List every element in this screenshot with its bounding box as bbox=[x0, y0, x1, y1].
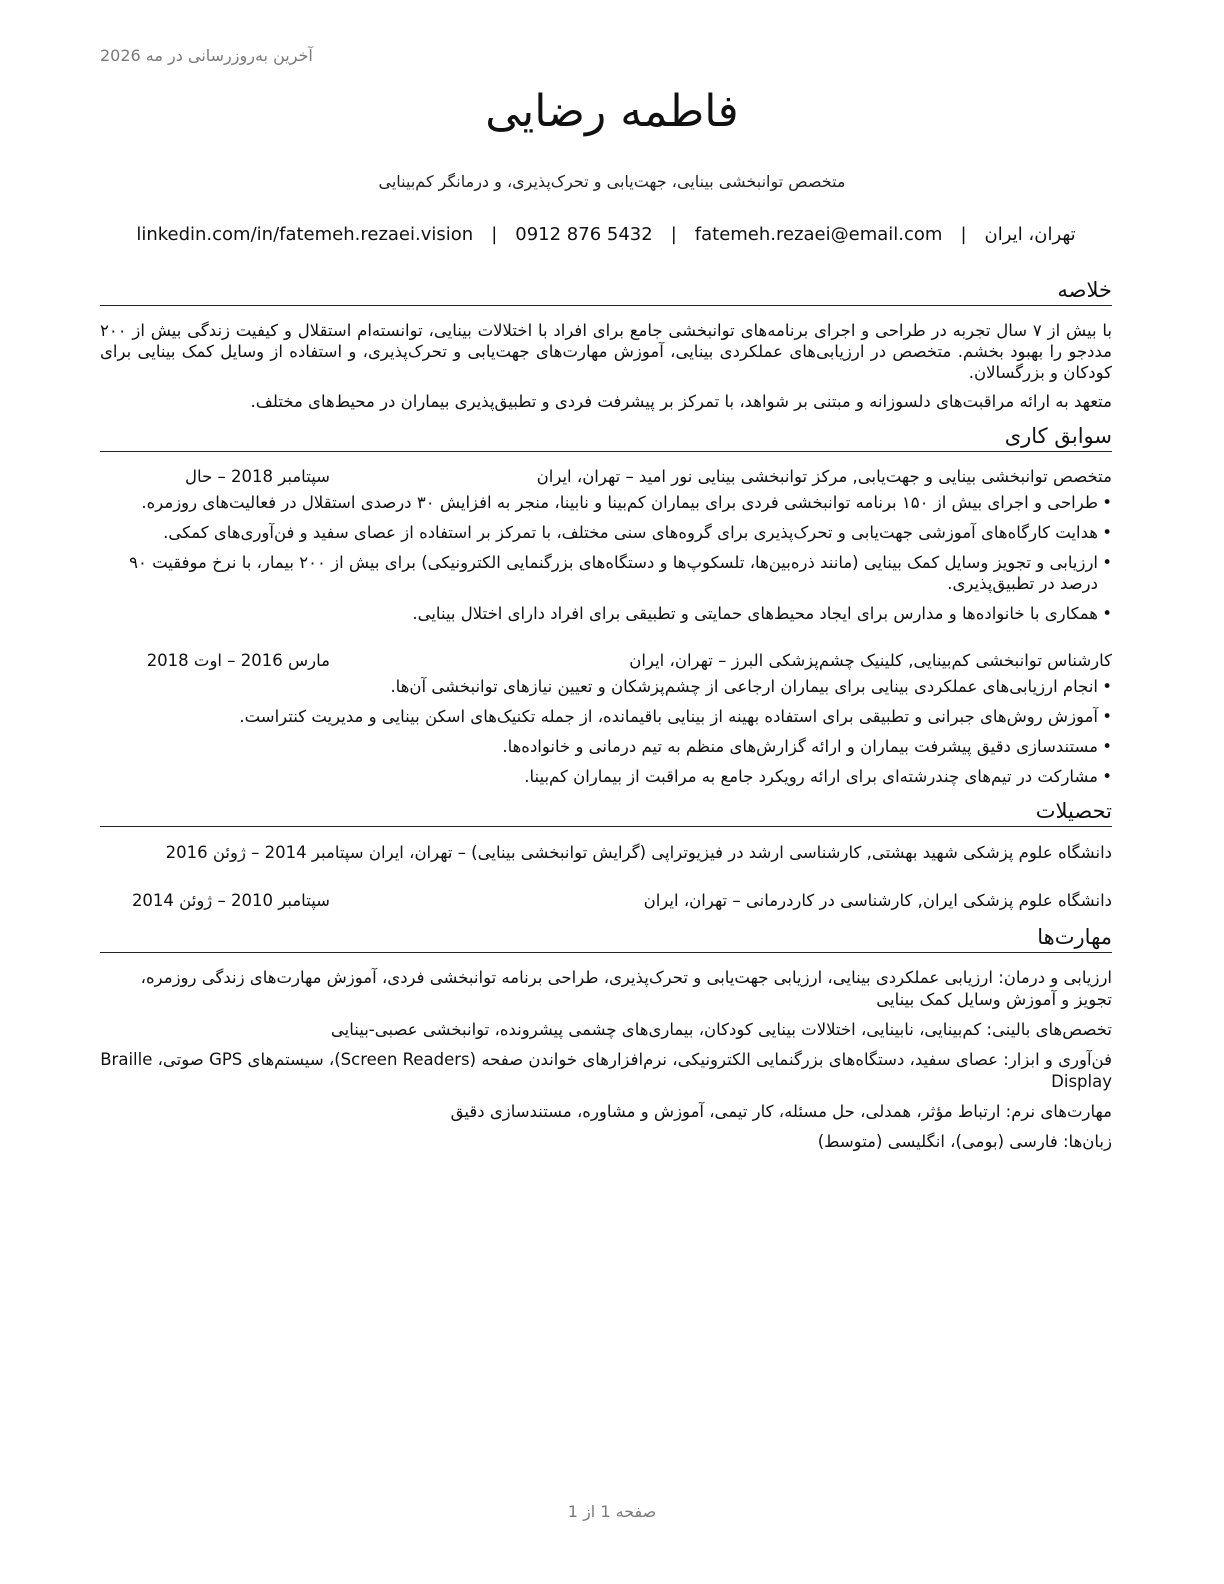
skill-line: مهارت‌های نرم: ارتباط مؤثر، همدلی، حل مسئله، کار تیمی، آموزش و مشاوره، مستندسازی دقیق bbox=[450, 1102, 1112, 1121]
job-bullet: • طراحی و اجرای بیش از ۱۵۰ برنامه توانبخشی فردی برای بیماران کم‌بینا و نابینا، منجر به افزایش ۳۰ درصدی استقلال در فعالیت‌های روزمره. bbox=[100, 492, 1112, 513]
job-header bbox=[100, 650, 1112, 672]
contact-phone[interactable]: 0912 876 5432 bbox=[515, 224, 653, 245]
job-bullet: • مشارکت در تیم‌های چندرشته‌ای برای ارائه رویکرد جامع به مراقبت از بیماران کم‌بینا. bbox=[100, 766, 1112, 787]
contact-location: تهران، ایران bbox=[984, 224, 1076, 245]
skill-line: فن‌آوری و ابزار: عصای سفید، دستگاه‌های بزرگنمایی الکترونیکی، نرم‌افزارهای خواندن صفحه (Screen Readers)، سیستم‌های GPS صوتی، Braille Display bbox=[100, 1050, 1112, 1091]
education-degree: دانشگاه علوم پزشکی ایران, کارشناسی در کاردرمانی – تهران، ایران bbox=[643, 891, 1112, 910]
job-bullet: • ارزیابی و تجویز وسایل کمک بینایی (مانند ذره‌بین‌ها، تلسکوپ‌ها و دستگاه‌های بزرگنمایی الکترونیکی) برای بیش از ۲۰۰ بیمار، با نرخ موفقیت ۹۰ درصد در تطبیق‌پذیری. bbox=[100, 552, 1112, 594]
job-bullets bbox=[100, 676, 1112, 787]
education-heading: تحصیلات bbox=[100, 797, 1112, 827]
summary-paragraph: متعهد به ارائه مراقبت‌های دلسوزانه و مبتنی بر شواهد، با تمرکز بر پیشرفت فردی و تطبیق‌پذیری بیماران در محیط‌های مختلف. bbox=[250, 392, 1112, 411]
job-bullet: • انجام ارزیابی‌های عملکردی بینایی برای بیماران ارجاعی از چشم‌پزشکان و تعیین نیازهای توانبخشی آن‌ها. bbox=[100, 676, 1112, 697]
experience-heading: سوابق کاری bbox=[100, 422, 1112, 452]
education-header bbox=[100, 889, 1112, 913]
skill-line: تخصص‌های بالینی: کم‌بینایی، نابینایی، اختلالات بینایی کودکان، بیماری‌های چشمی پیشرونده، توانبخشی عصبی-بینایی bbox=[330, 1020, 1112, 1039]
professional-tagline: متخصص توانبخشی بینایی، جهت‌یابی و تحرک‌پذیری، و درمانگر کم‌بینایی bbox=[378, 172, 846, 191]
job-entry bbox=[100, 650, 1112, 787]
job-title: متخصص توانبخشی بینایی و جهت‌یابی, مرکز توانبخشی بینایی نور امید – تهران، ایران bbox=[536, 467, 1112, 486]
experience-section bbox=[100, 422, 1112, 787]
education-dates: سپتامبر 2010 – ژوئن 2014 bbox=[131, 891, 330, 910]
job-bullets bbox=[100, 492, 1112, 624]
summary-heading: خلاصه bbox=[100, 276, 1112, 306]
job-entry bbox=[100, 466, 1112, 624]
skills-list bbox=[100, 967, 1112, 1153]
skills-section bbox=[100, 923, 1112, 1153]
skills-heading: مهارت‌ها bbox=[100, 923, 1112, 953]
education-entry bbox=[100, 889, 1112, 913]
education-degree: دانشگاه علوم پزشکی شهید بهشتی, کارشناسی ارشد در فیزیوتراپی (گرایش توانبخشی بینایی) – تهران، ایران bbox=[368, 843, 1112, 862]
job-dates: مارس 2016 – اوت 2018 bbox=[146, 651, 330, 670]
skill-line: زبان‌ها: فارسی (بومی)، انگلیسی (متوسط) bbox=[817, 1132, 1112, 1151]
contact-line bbox=[100, 224, 1112, 245]
candidate-name: فاطمه رضایی bbox=[485, 86, 739, 137]
skill-line: ارزیابی و درمان: ارزیابی عملکردی بینایی، ارزیابی جهت‌یابی و تحرک‌پذیری، طراحی برنامه توانبخشی فردی، آموزش مهارت‌های زندگی روزمره، تجویز و آموزش وسایل کمک بینایی bbox=[140, 968, 1112, 1009]
contact-separator: | bbox=[960, 224, 967, 245]
summary-section bbox=[100, 276, 1112, 412]
contact-email[interactable]: fatemeh.rezaei@email.com bbox=[694, 224, 943, 245]
job-title: کارشناس توانبخشی کم‌بینایی, کلینیک چشم‌پزشکی البرز – تهران، ایران bbox=[629, 651, 1112, 670]
contact-linkedin[interactable]: linkedin.com/in/fatemeh.rezaei.vision bbox=[136, 224, 474, 245]
contact-separator: | bbox=[670, 224, 677, 245]
job-bullet: • هدایت کارگاه‌های آموزشی جهت‌یابی و تحرک‌پذیری برای گروه‌های سنی مختلف، با تمرکز بر استفاده از عصای سفید و فن‌آوری‌های کمکی. bbox=[100, 522, 1112, 543]
education-header bbox=[100, 841, 1112, 865]
contact-separator: | bbox=[491, 224, 498, 245]
job-dates: سپتامبر 2018 – حال bbox=[185, 467, 330, 486]
education-entry bbox=[100, 841, 1112, 865]
page-number: صفحه 1 از 1 bbox=[567, 1502, 657, 1521]
education-section bbox=[100, 797, 1112, 913]
summary-paragraph: با بیش از ۷ سال تجربه در طراحی و اجرای برنامه‌های توانبخشی جامع برای افراد با اختلالات بینایی، توانسته‌ام استقلال و کیفیت زندگی بیش از ۲۰۰ مددجو را بهبود بخشم. متخصص در ارزیابی‌های عملکردی بینایی، آموزش مهارت‌های جهت‌یابی و تحرک‌پذیری، و استفاده از وسایل کمک بینایی برای کودکان و بزرگسالان. bbox=[100, 321, 1112, 382]
last-updated-note: آخرین به‌روزرسانی در مه 2026 bbox=[100, 46, 313, 65]
job-bullet: • مستندسازی دقیق پیشرفت بیماران و ارائه گزارش‌های منظم به تیم درمانی و خانواده‌ها. bbox=[100, 736, 1112, 757]
education-dates: سپتامبر 2014 – ژوئن 2016 bbox=[165, 843, 364, 862]
job-header bbox=[100, 466, 1112, 488]
job-bullet: • آموزش روش‌های جبرانی و تطبیقی برای استفاده بهینه از بینایی باقیمانده، از جمله تکنیک‌های اسکن بینایی و مدیریت کنتراست. bbox=[100, 706, 1112, 727]
job-bullet: • همکاری با خانواده‌ها و مدارس برای ایجاد محیط‌های حمایتی و تطبیقی برای افراد دارای اختلال بینایی. bbox=[100, 603, 1112, 624]
education-title bbox=[100, 841, 1112, 865]
resume-body bbox=[100, 276, 1112, 1163]
